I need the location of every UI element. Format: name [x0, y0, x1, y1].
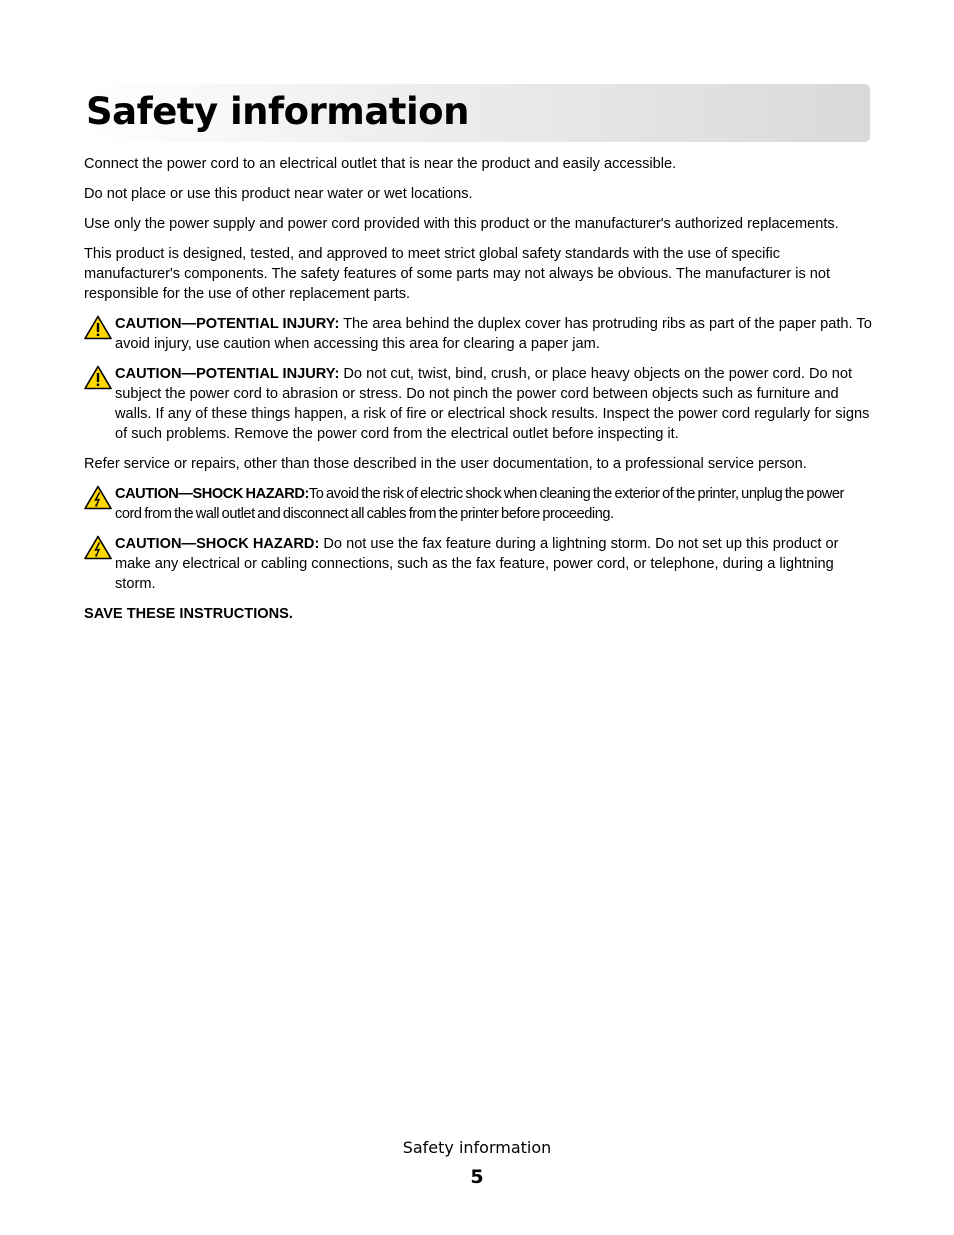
- document-body: [84, 154, 872, 634]
- caution-text: The area behind the duplex cover has protruding ribs as part of the paper path. To avoid injury, use caution when accessing this area for clearing a paper jam.: [115, 316, 872, 352]
- page-title: Safety information: [86, 90, 469, 133]
- paragraph: Do not place or use this product near water or wet locations.: [84, 186, 473, 202]
- shock-hazard-icon: [84, 535, 112, 560]
- footer-section-title: Safety information: [402, 1138, 552, 1157]
- shock-caution-block: [84, 534, 872, 594]
- shock-caution-block: [84, 484, 872, 524]
- paragraph: Refer service or repairs, other than those described in the user documentation, to a professional service person.: [84, 456, 807, 472]
- paragraph: Connect the power cord to an electrical outlet that is near the product and easily accessible.: [84, 156, 677, 172]
- caution-label: CAUTION—POTENTIAL INJURY:: [115, 366, 340, 382]
- paragraph: This product is designed, tested, and approved to meet strict global safety standards with the use of specific manufacturer's components. The safety features of some parts may not always be obvious. The manufacturer is not responsible for the use of other replacement parts.: [84, 246, 831, 302]
- title-bar: [84, 84, 870, 142]
- caution-text: Do not use the fax feature during a lightning storm. Do not set up this product or make any electrical or cabling connections, such as the fax feature, power cord, or telephone, during a lightning storm.: [115, 536, 839, 592]
- page-number: 5: [470, 1166, 484, 1188]
- caution-block: [84, 364, 872, 444]
- caution-text: Do not cut, twist, bind, crush, or place heavy objects on the power cord. Do not subject the power cord to abrasion or stress. Do not pinch the power cord between objects such as furniture and walls. If any of these things happen, a risk of fire or electrical shock results. Inspect the power cord regularly for signs of such problems. Remove the power cord from the electrical outlet before inspecting it.: [115, 366, 870, 442]
- shock-hazard-icon: [84, 485, 112, 510]
- paragraph: Use only the power supply and power cord provided with this product or the manufacturer's authorized replacements.: [84, 216, 839, 232]
- warning-icon: [84, 315, 112, 340]
- caution-label: CAUTION—SHOCK HAZARD:: [115, 486, 309, 502]
- caution-block: [84, 314, 872, 354]
- save-instructions: SAVE THESE INSTRUCTIONS.: [84, 606, 293, 622]
- caution-text: To avoid the risk of electric shock when cleaning the exterior of the printer, unplug the power cord from the wall outlet and disconnect all cables from the printer before proceeding.: [115, 486, 844, 522]
- caution-label: CAUTION—SHOCK HAZARD:: [115, 536, 320, 552]
- caution-label: CAUTION—POTENTIAL INJURY:: [115, 316, 340, 332]
- warning-icon: [84, 365, 112, 390]
